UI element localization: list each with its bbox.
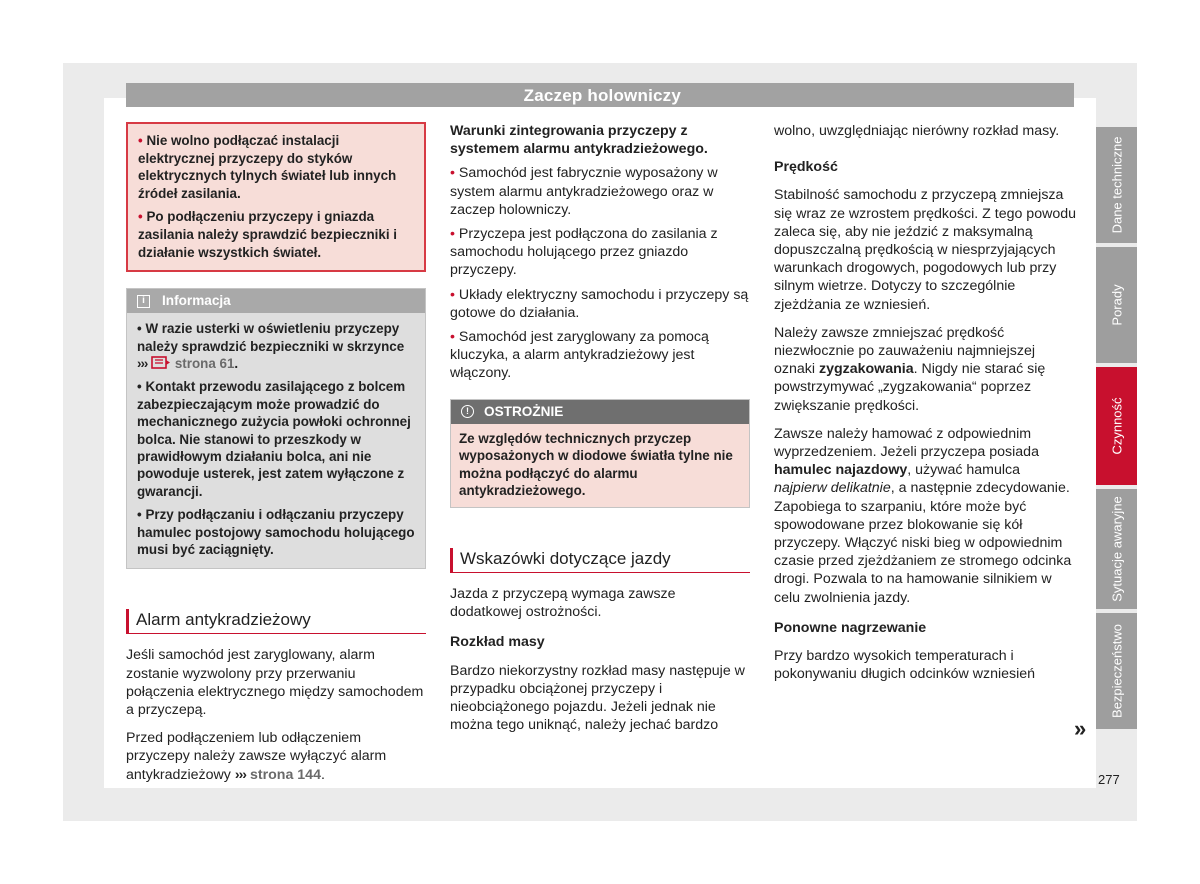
bullet-item: • Układy elektryczny samochodu i przyczepy są gotowe do działania. — [450, 286, 749, 321]
paragraph: Stabilność samochodu z przyczepą zmniejsza się wraz ze wzrostem prędkości. Z tego powodu zaleca się, aby nie jeździć z maksymalną dopuszczalną prędkością w niesprzyjających warunkach drogowych, pogodowych lub przy silnym wietrze. Dotyczy to szczególnie zjeżdżania ze wzniesień. — [774, 187, 1077, 313]
info-item: • Przy podłączaniu i odłączaniu przyczepy hamulec postojowy samochodu holującego musi być zaciągnięty. — [137, 507, 415, 558]
bullet-item: • Przyczepa jest podłączona do zasilania z samochodu holującego przez gniazdo przyczepy. — [450, 226, 718, 279]
paragraph: Przed podłączeniem lub odłączeniem przyczepy należy zawsze wyłączyć alarm antykradzieżowy ››› strona 144. — [126, 730, 387, 783]
sub-heading-reheat: Ponowne nagrzewanie — [774, 619, 927, 636]
column-left — [126, 122, 426, 794]
warning-item: • Po podłączeniu przyczepy i gniazda zasilania należy sprawdzić bezpieczniki i działanie wszystkich świateł. — [138, 209, 397, 260]
tab-czynnosc[interactable]: Czynność — [1096, 367, 1137, 485]
warning-item: • Nie wolno podłączać instalacji elektrycznej przyczepy do styków elektrycznych tylnych świateł lub innych źródeł zasilania. — [138, 133, 397, 201]
page-reference-link[interactable]: strona 61 — [174, 355, 235, 371]
paragraph: Należy zawsze zmniejszać prędkość niezwłocznie po zauważeniu najmniejszej oznaki zygzakowania. Nigdy nie starać się powstrzymywać „zygzakowania“ poprzez zwiększanie prędkości. — [774, 324, 1046, 414]
info-header — [127, 289, 425, 313]
column-middle — [450, 122, 750, 744]
section-heading-driving: Wskazówki dotyczące jazdy — [450, 548, 750, 573]
info-icon: i — [137, 295, 150, 308]
exclamation-icon: ! — [461, 405, 474, 418]
info-box — [126, 288, 426, 569]
caution-box — [450, 399, 750, 508]
page-reference-link[interactable]: strona 144 — [249, 766, 321, 783]
tab-dane-techniczne[interactable]: Dane techniczne — [1096, 127, 1137, 243]
caution-header-label: OSTROŻNIE — [484, 403, 564, 419]
tab-bezpieczenstwo[interactable]: Bezpieczeństwo — [1096, 613, 1137, 729]
tab-sytuacje-awaryjne[interactable]: Sytuacje awaryjne — [1096, 489, 1137, 609]
section-heading-alarm: Alarm antykradzieżowy — [126, 609, 426, 634]
cross-reference-arrows: ››› — [234, 766, 247, 783]
caution-header — [451, 400, 749, 424]
bullet-item: • Samochód jest fabrycznie wyposażony w system alarmu antykradzieżowego oraz w zaczep holowniczy. — [450, 165, 718, 218]
info-item: • W razie usterki w oświetleniu przyczepy należy sprawdzić bezpieczniki w skrzynce ››› strona 61. — [137, 321, 405, 371]
cross-reference-arrows: ››› — [137, 355, 148, 371]
sub-heading-mass: Rozkład masy — [450, 634, 545, 651]
conditions-heading: Warunki zintegrowania przyczepy z systemem alarmu antykradzieżowego. — [450, 123, 708, 158]
chapter-title: Zaczep holowniczy — [523, 86, 681, 105]
warning-box — [126, 122, 426, 272]
bullet-icon: • — [138, 209, 143, 225]
column-right — [774, 122, 1076, 693]
sub-heading-speed: Prędkość — [774, 159, 838, 176]
caution-body: Ze względów technicznych przyczep wyposażonych w diodowe światła tylne nie można podłączyć do alarmu antykradzieżowego. — [459, 430, 733, 499]
paragraph: Zawsze należy hamować z odpowiednim wyprzedzeniem. Jeżeli przyczepa posiada hamulec najazdowy, używać hamulca najpierw delikatnie, a następnie zdecydowanie. Zapobiega to szarpaniu, które może być spowodowane przez blokowanie się kół przyczepy. Włączyć niski bieg w odpowiednim czasie przed zjeżdżaniem ze stromego odcinka drogi. Pozwala to na hamowanie silnikiem w celu zwolnienia jazdy. — [774, 425, 1072, 606]
continue-arrow-icon: » — [1074, 716, 1087, 741]
page-number: 277 — [1098, 772, 1120, 787]
info-body — [127, 313, 425, 568]
paragraph: wolno, uwzględniając nierówny rozkład masy. — [774, 123, 1060, 139]
info-item: • Kontakt przewodu zasilającego z bolcem zabezpieczającym może prowadzić do mechanicznego zużycia powłoki ochronnej bolca. Nie stanowi to przeszkody w prawidłowym działaniu bolca, ani nie powoduje usterek, jest zatem wyłączone z gwarancji. — [137, 379, 411, 499]
paragraph: Bardzo niekorzystny rozkład masy następuje w przypadku obciążonej przyczepy i nieobciążonego pojazdu. Jeżeli jednak nie można tego uniknąć, należy jechać bardzo — [450, 662, 745, 734]
paragraph: Przy bardzo wysokich temperaturach i pokonywaniu długich odcinków wzniesień — [774, 648, 1036, 683]
bullet-icon: • — [138, 133, 143, 148]
info-header-label: Informacja — [162, 293, 231, 309]
bullet-item: • Samochód jest zaryglowany za pomocą kluczyka, a alarm antykradzieżowy jest włączony. — [450, 329, 709, 382]
paragraph: Jeśli samochód jest zaryglowany, alarm zostanie wyzwolony przy przerwaniu połączenia elektrycznego między samochodem a przyczepą. — [126, 647, 424, 719]
paragraph: Jazda z przyczepą wymaga zawsze dodatkowej ostrożności. — [450, 586, 676, 621]
chapter-title-bar — [126, 83, 1074, 107]
book-icon — [151, 356, 171, 369]
tab-porady[interactable]: Porady — [1096, 247, 1137, 363]
